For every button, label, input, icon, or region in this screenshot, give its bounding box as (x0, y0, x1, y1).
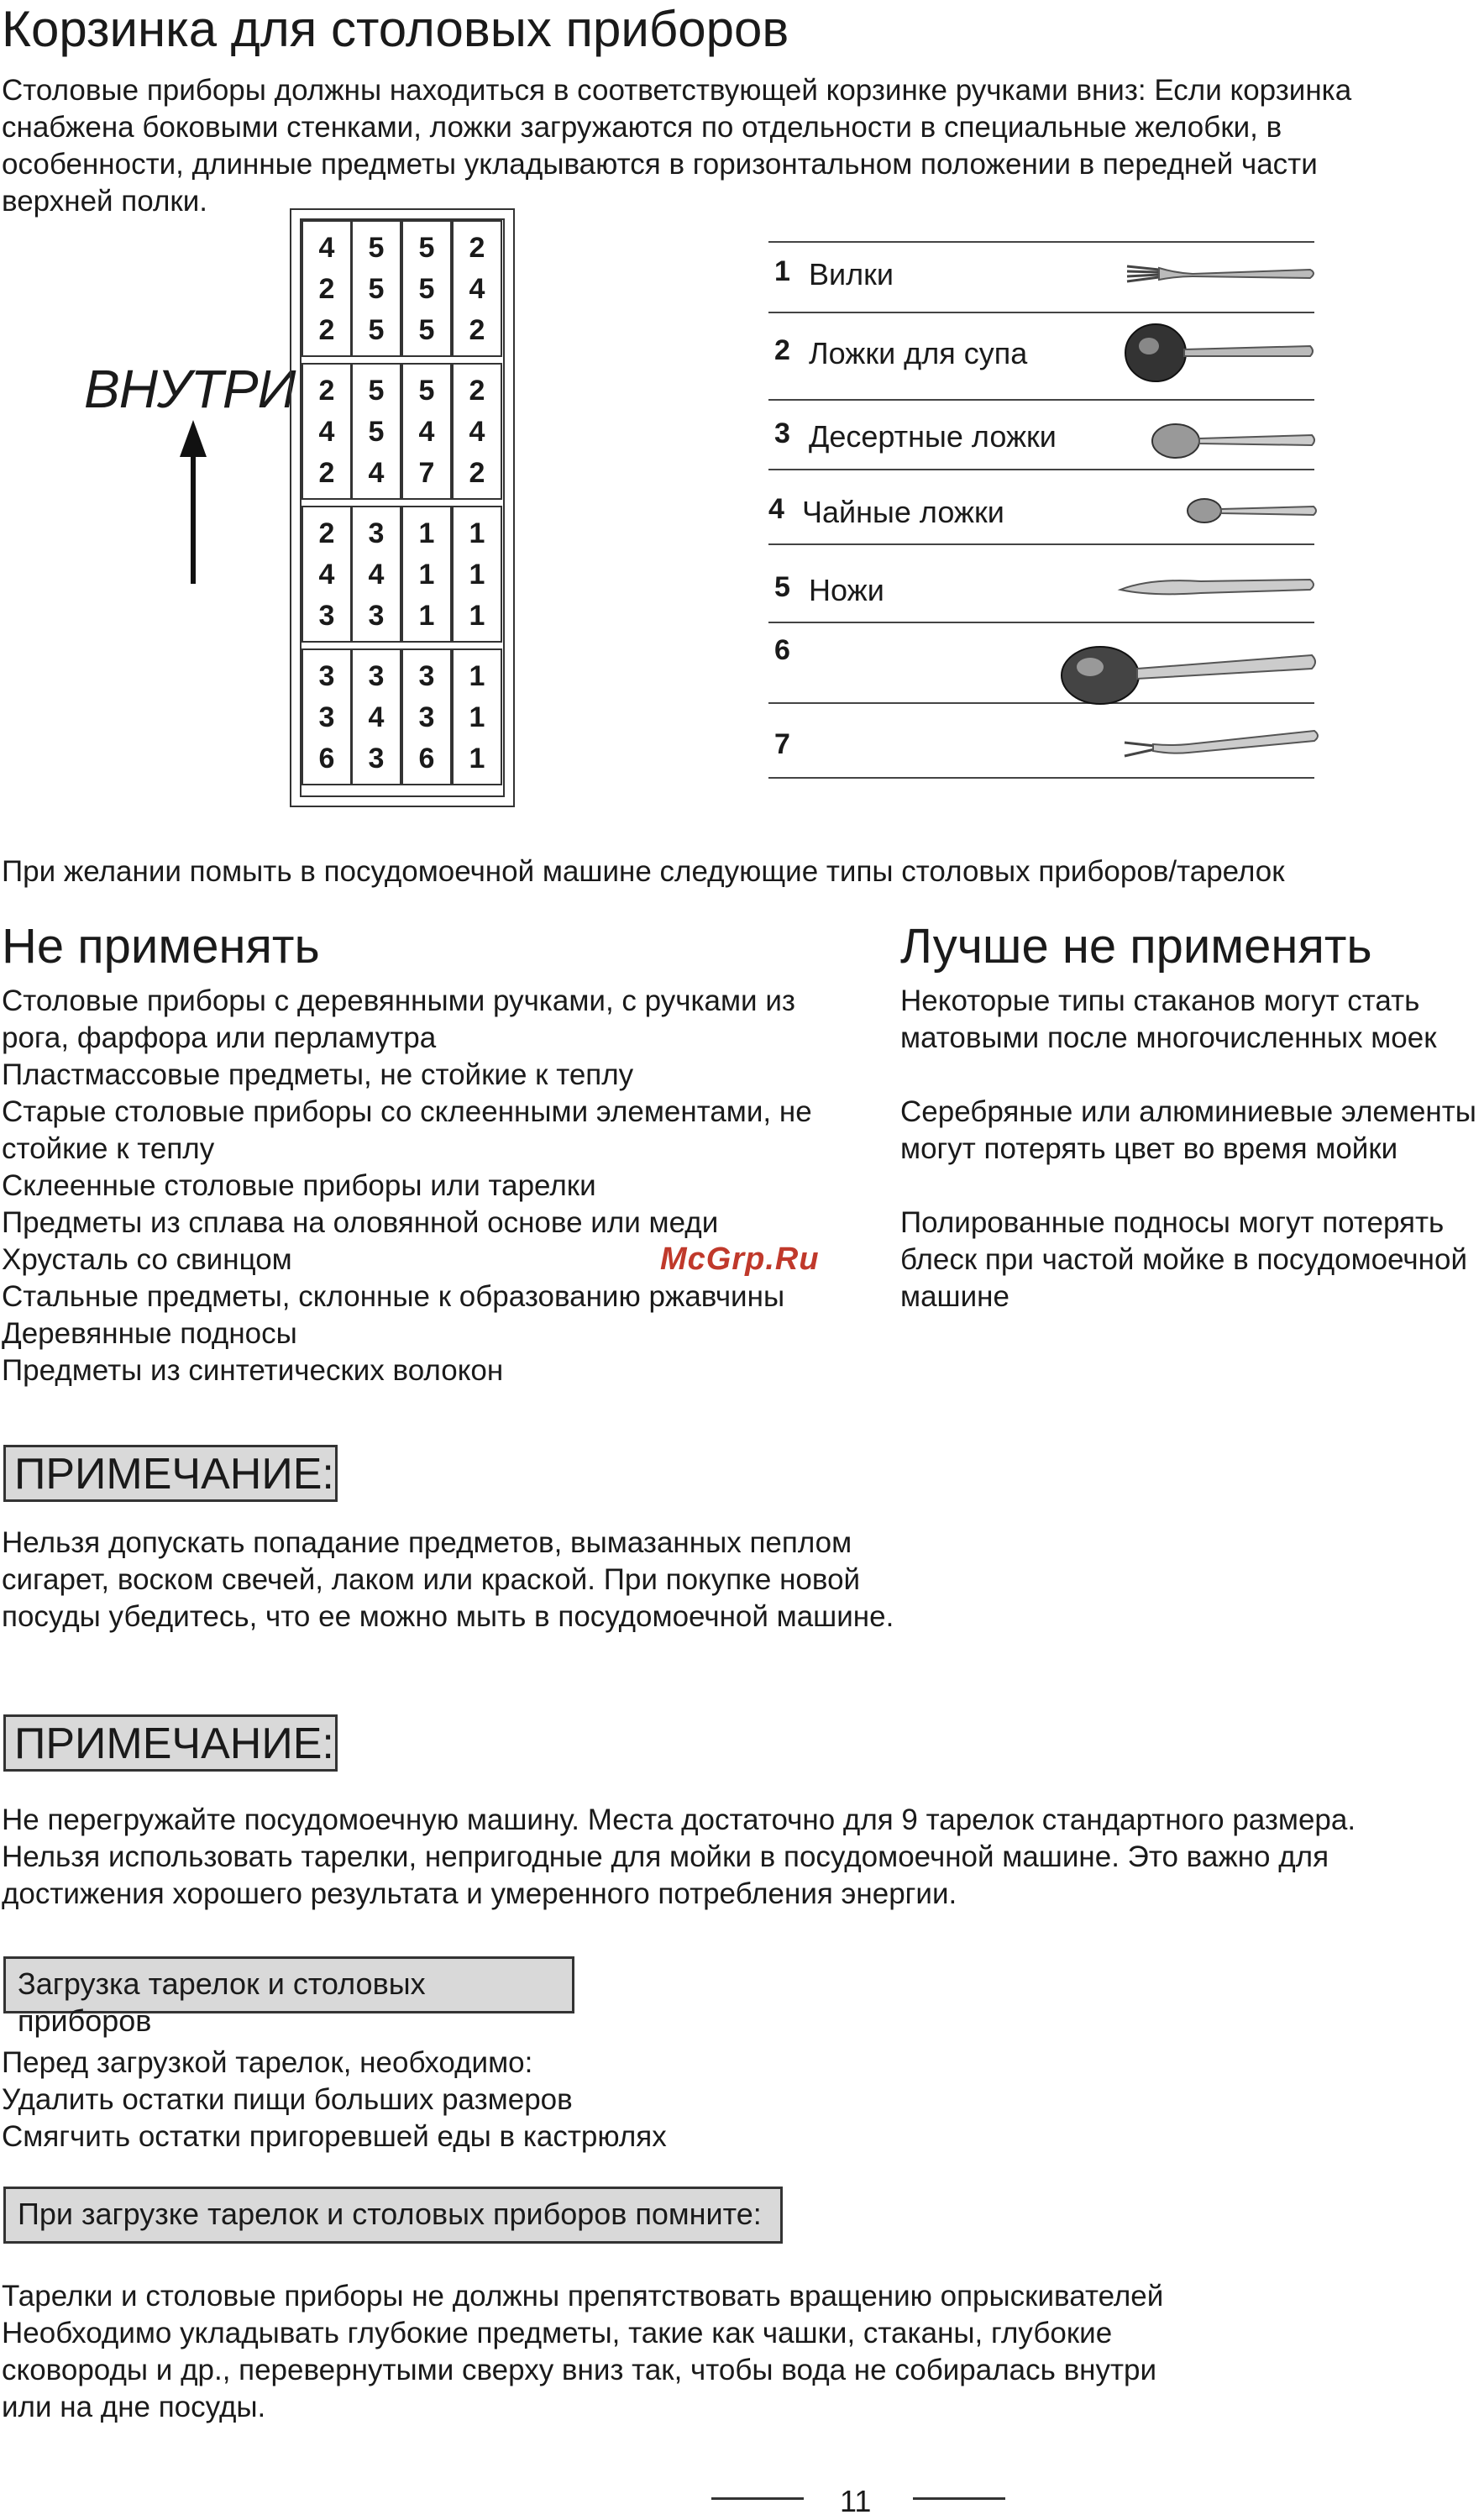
do-not-use-list (2, 983, 812, 1389)
note1-line: сигарет, воском свечей, лаком или краской. При покупке новой (2, 1563, 861, 1596)
slot-number: 5 (368, 374, 385, 407)
remember-line: сковороды и др., перевернутыми сверху вниз так, чтобы вода не собиралась внутри (2, 2354, 1157, 2386)
intro-line: снабжена боковыми стенками, ложки загружаются по отдельности в специальные желобки, в (2, 111, 1282, 144)
slot-number: 1 (469, 742, 485, 774)
slot-number: 2 (469, 313, 485, 346)
better-not-use-item: Полированные подносы могут потерять (900, 1206, 1445, 1239)
do-not-use-item: стойкие к теплу (2, 1132, 215, 1165)
legend-divider (768, 622, 1314, 623)
legend-number: 6 (774, 634, 790, 666)
legend-number: 2 (774, 334, 790, 366)
slot-number: 5 (368, 415, 385, 448)
slot-number: 3 (318, 599, 335, 632)
up-arrow-icon (168, 420, 218, 588)
note1-text (2, 1525, 894, 1635)
do-not-use-item: Пластмассовые предметы, не стойкие к теплу (2, 1058, 634, 1091)
slot-number: 5 (368, 313, 385, 346)
slot-number: 1 (418, 517, 435, 549)
better-not-use-item: могут потерять цвет во время мойки (900, 1132, 1398, 1165)
intro-line: особенности, длинные предметы укладываются в горизонтальном положении в передней части (2, 148, 1318, 181)
basket-slot (302, 363, 352, 500)
loading-line: Удалить остатки пищи больших размеров (2, 2083, 573, 2116)
do-not-use-item: Предметы из сплава на оловянной основе или меди (2, 1206, 719, 1239)
basket-slot (351, 220, 401, 357)
slot-number: 3 (318, 659, 335, 692)
soup-ladle-icon (1124, 319, 1317, 391)
legend-number: 1 (774, 255, 790, 287)
note2-line: Нельзя использовать тарелки, непригодные для мойки в посудомоечной машине. Это важно для (2, 1840, 1329, 1873)
do-not-use-item: Хрусталь со свинцом (2, 1243, 292, 1276)
basket-slot (452, 220, 502, 357)
note2-line: Не перегружайте посудомоечную машину. Места достаточно для 9 тарелок стандартного размера. (2, 1803, 1356, 1836)
slot-number: 2 (318, 313, 335, 346)
do-not-use-item: рога, фарфора или перламутра (2, 1021, 437, 1054)
slot-number: 5 (418, 313, 435, 346)
basket-slot (452, 648, 502, 785)
fork-icon (1125, 258, 1319, 296)
slot-number: 5 (418, 231, 435, 264)
slot-number: 3 (418, 701, 435, 733)
remember-line: Тарелки и столовые приборы не должны препятствовать вращению опрыскивателей (2, 2280, 1164, 2313)
watermark: McGrp.Ru (660, 1242, 820, 1277)
slot-number: 1 (469, 517, 485, 549)
better-not-use-item: матовыми после многочисленных моек (900, 1021, 1437, 1054)
slot-number: 6 (418, 742, 435, 774)
legend-divider (768, 543, 1314, 545)
better-not-use-heading: Лучше не применять (900, 919, 1372, 974)
note1-line: посуды убедитесь, что ее можно мыть в посудомоечной машине. (2, 1600, 894, 1633)
basket-slot (401, 648, 452, 785)
do-not-use-heading: Не применять (2, 919, 320, 974)
remember-heading: При загрузке тарелок и столовых приборов помните: (3, 2187, 783, 2244)
inside-label: ВНУТРИ (84, 359, 296, 419)
legend-number: 3 (774, 417, 790, 449)
intro-line: верхней полки. (2, 185, 207, 218)
slot-number: 3 (318, 701, 335, 733)
better-not-use-item (900, 1057, 1476, 1094)
footer-rule-left (711, 2497, 804, 2500)
slot-number: 1 (418, 558, 435, 591)
legend-label: Ножи (809, 573, 884, 607)
note2-line: достижения хорошего результата и умеренного потребления энергии. (2, 1877, 957, 1910)
basket-inner-frame (300, 218, 505, 797)
legend-divider (768, 399, 1314, 401)
slot-number: 4 (318, 415, 335, 448)
legend-divider (768, 469, 1314, 470)
slot-number: 3 (368, 742, 385, 774)
basket-slot (401, 506, 452, 643)
slot-number: 1 (469, 599, 485, 632)
slot-number: 1 (469, 558, 485, 591)
slot-number: 4 (368, 701, 385, 733)
basket-slot (302, 506, 352, 643)
knife-icon (1117, 571, 1319, 609)
do-not-use-item: Старые столовые приборы со склеенными элементами, не (2, 1095, 812, 1128)
slot-number: 3 (368, 599, 385, 632)
do-not-use-item: Столовые приборы с деревянными ручками, с ручками из (2, 984, 795, 1017)
note2-text (2, 1802, 1356, 1913)
slot-number: 2 (318, 456, 335, 489)
legend-divider (768, 777, 1314, 779)
better-not-use-item (900, 1168, 1476, 1205)
note1-line: Нельзя допускать попадание предметов, вымазанных пеплом (2, 1526, 852, 1559)
cutlery-basket-diagram (290, 208, 515, 807)
slot-number: 1 (469, 701, 485, 733)
basket-slot (351, 363, 401, 500)
serving-spoon-icon (1060, 640, 1320, 711)
do-not-use-item: Предметы из синтетических волокон (2, 1354, 504, 1387)
slot-number: 2 (469, 231, 485, 264)
slot-number: 2 (318, 272, 335, 305)
teaspoon-icon (1186, 494, 1320, 532)
basket-slot (351, 648, 401, 785)
slot-number: 4 (469, 272, 485, 305)
legend-number: 4 (768, 493, 784, 525)
better-not-use-item: Некоторые типы стаканов могут стать (900, 984, 1420, 1017)
slot-number: 3 (418, 659, 435, 692)
note1-heading: ПРИМЕЧАНИЕ: (3, 1445, 338, 1502)
slot-number: 2 (318, 374, 335, 407)
better-not-use-item: машине (900, 1280, 1009, 1313)
intro-paragraph (2, 72, 1351, 220)
better-not-use-item: Серебряные или алюминиевые элементы (900, 1095, 1476, 1128)
note2-heading: ПРИМЕЧАНИЕ: (3, 1714, 338, 1772)
slot-number: 5 (418, 272, 435, 305)
legend-label: Десертные ложки (809, 419, 1057, 454)
remember-text (2, 2278, 1163, 2426)
basket-slot (452, 506, 502, 643)
better-not-use-item: блеск при частой мойке в посудомоечной (900, 1243, 1468, 1276)
basket-slot (302, 220, 352, 357)
legend-label: Чайные ложки (802, 495, 1004, 529)
slot-number: 5 (418, 374, 435, 407)
page-title: Корзинка для столовых приборов (2, 1, 789, 57)
basket-slot (452, 363, 502, 500)
basket-slot (401, 220, 452, 357)
slot-number: 3 (368, 517, 385, 549)
slot-number: 5 (368, 231, 385, 264)
dishwasher-intro: При желании помыть в посудомоечной машине следующие типы столовых приборов/тарелок (2, 855, 1285, 888)
basket-slot (351, 506, 401, 643)
slot-number: 6 (318, 742, 335, 774)
slot-number: 1 (469, 659, 485, 692)
page-number: 11 (840, 2484, 872, 2518)
legend-divider (768, 312, 1314, 313)
remember-line: или на дне посуды. (2, 2391, 266, 2423)
basket-slot (302, 648, 352, 785)
slot-number: 4 (318, 558, 335, 591)
dessert-spoon-icon (1151, 420, 1319, 466)
slot-number: 1 (418, 599, 435, 632)
loading-line: Перед загрузкой тарелок, необходимо: (2, 2046, 533, 2079)
legend-label: Вилки (809, 257, 894, 291)
legend-number: 7 (774, 728, 790, 760)
intro-line: Столовые приборы должны находиться в соответствующей корзинке ручками вниз: Если корзинка (2, 74, 1352, 107)
legend-label: Ложки для супа (809, 336, 1028, 370)
footer-rule-right (913, 2497, 1005, 2500)
serving-fork-icon (1121, 722, 1323, 769)
slot-number: 4 (368, 558, 385, 591)
do-not-use-item: Склеенные столовые приборы или тарелки (2, 1169, 596, 1202)
slot-number: 7 (418, 456, 435, 489)
slot-number: 2 (469, 456, 485, 489)
remember-line: Необходимо укладывать глубокие предметы, такие как чашки, стаканы, глубокие (2, 2317, 1113, 2349)
legend-number: 5 (774, 571, 790, 603)
basket-slot (401, 363, 452, 500)
do-not-use-item: Стальные предметы, склонные к образованию ржавчины (2, 1280, 785, 1313)
slot-number: 2 (469, 374, 485, 407)
legend-divider (768, 241, 1314, 243)
slot-number: 3 (368, 659, 385, 692)
loading-text (2, 2045, 667, 2155)
slot-number: 4 (418, 415, 435, 448)
slot-number: 4 (318, 231, 335, 264)
slot-number: 5 (368, 272, 385, 305)
slot-number: 4 (368, 456, 385, 489)
slot-number: 2 (318, 517, 335, 549)
better-not-use-list (900, 983, 1476, 1315)
loading-heading: Загрузка тарелок и столовых приборов (3, 1956, 574, 2013)
slot-number: 4 (469, 415, 485, 448)
do-not-use-item: Деревянные подносы (2, 1317, 297, 1350)
loading-line: Смягчить остатки пригоревшей еды в кастрюлях (2, 2120, 667, 2153)
